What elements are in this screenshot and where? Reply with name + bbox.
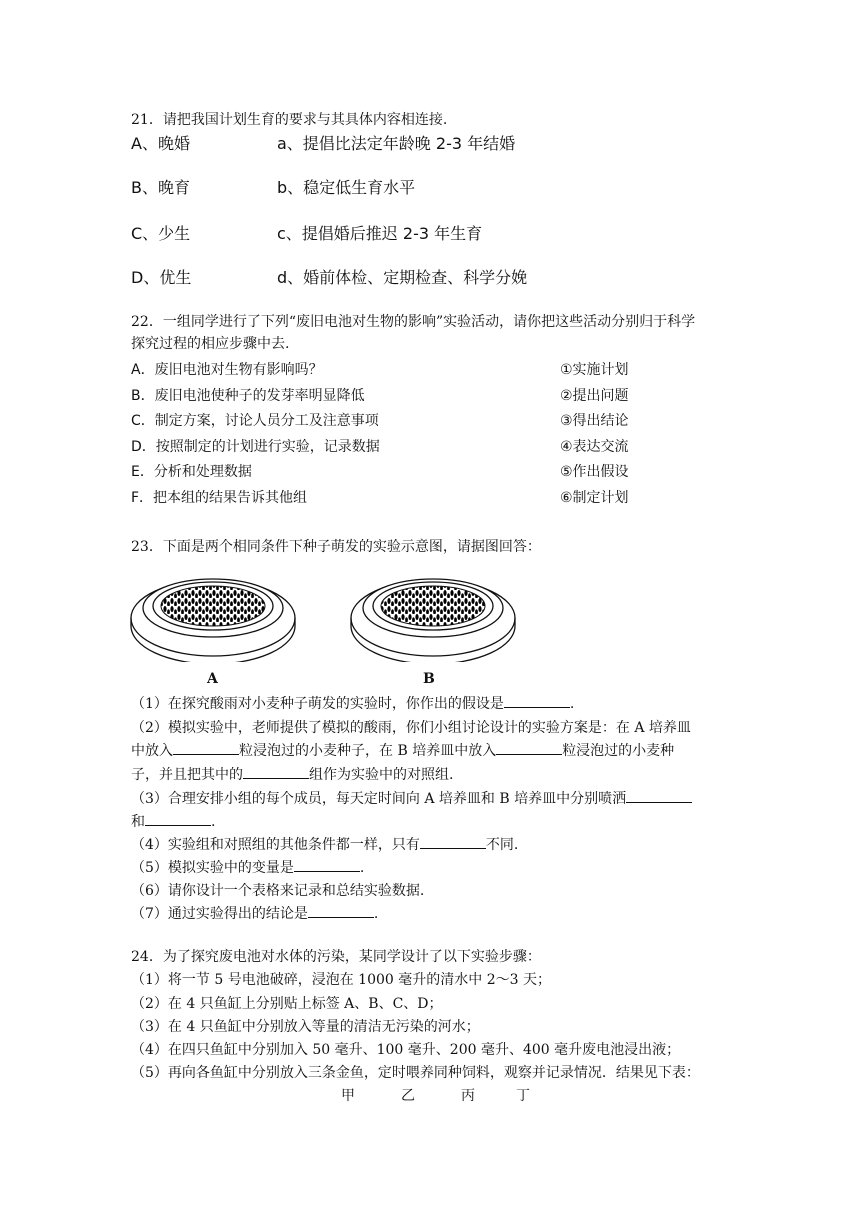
dish-label-a: A (207, 671, 218, 687)
q21-left-a: A、晚婚 (131, 134, 190, 153)
petri-dish-b (351, 579, 515, 662)
q22-step-4: ④表达交流 (560, 439, 629, 455)
q22-step-5: ⑤作出假设 (560, 464, 629, 480)
table-header-cell: 乙 (401, 1088, 415, 1104)
q23-part6: （6）请你设计一个表格来记录和总结实验数据. (131, 883, 425, 899)
q23-part2-line2: 中放入 粒浸泡过的小麦种子，在 B 培养皿中放入 粒浸泡过的小麦种 (131, 743, 675, 759)
answer-blank[interactable] (308, 905, 374, 918)
q21-left-c: C、少生 (131, 224, 191, 243)
q21-right-b: b、稳定低生育水平 (277, 178, 416, 197)
q22-activity-c: C．制定方案，讨论人员分工及注意事项 (131, 413, 379, 429)
q21-right-a: a、提倡比法定年龄晚 2-3 年结婚 (277, 134, 516, 153)
answer-blank[interactable] (243, 766, 309, 779)
q21-left-b: B、晚育 (131, 178, 190, 197)
q23-part7: （7）通过实验得出的结论是 . (131, 906, 379, 922)
answer-blank[interactable] (420, 836, 486, 849)
q22-activity-a: A．废旧电池对生物有影响吗？ (131, 362, 323, 378)
q24-stem: 24．为了探究废电池对水体的污染，某同学设计了以下实验步骤： (131, 949, 541, 965)
q23-part2-line3: 子，并且把其中的 组作为实验中的对照组. (131, 767, 454, 783)
answer-blank[interactable] (145, 813, 211, 826)
q22-stem-line2: 探究过程的相应步骤中去. (131, 336, 290, 352)
q21-stem: 21．请把我国计划生育的要求与其具体内容相连接. (131, 112, 448, 128)
petri-dish-a (131, 579, 295, 662)
table-header-cell: 丁 (516, 1088, 530, 1104)
table-header-cell: 甲 (341, 1088, 355, 1104)
q24-table-header (341, 1085, 530, 1105)
q22-activity-d: D．按照制定的计划进行实验，记录数据 (131, 439, 380, 455)
q22-step-6: ⑥制定计划 (560, 490, 629, 506)
q22-step-1: ①实施计划 (560, 362, 629, 378)
answer-blank[interactable] (173, 742, 239, 755)
q23-part4: （4）实验组和对照组的其他条件都一样，只有 不同. (131, 837, 519, 853)
answer-blank[interactable] (294, 859, 360, 872)
petri-dish-figure (128, 566, 528, 662)
q22-stem-line1: 22．一组同学进行了下列“废旧电池对生物的影响”实验活动，请你把这些活动分别归于科学 (131, 314, 696, 330)
answer-blank[interactable] (496, 742, 562, 755)
q24-step-1: （1）将一节 5 号电池破碎，浸泡在 1000 毫升的清水中 2～3 天； (131, 972, 551, 988)
dish-label-b: B (423, 671, 435, 687)
q22-activity-e: E．分析和处理数据 (131, 464, 252, 480)
q21-right-c: c、提倡婚后推迟 2-3 年生育 (277, 224, 483, 243)
q23-part3-line1: （3）合理安排小组的每个成员，每天定时间向 A 培养皿和 B 培养皿中分别喷洒 (131, 788, 692, 808)
q21-right-d: d、婚前体检、定期检查、科学分娩 (277, 268, 528, 287)
q23-part5: （5）模拟实验中的变量是 . (131, 860, 365, 876)
q22-step-3: ③得出结论 (560, 413, 629, 429)
q21-left-d: D、优生 (131, 268, 192, 287)
q23-stem: 23．下面是两个相同条件下种子萌发的实验示意图，请据图回答： (131, 539, 541, 555)
table-header-cell: 丙 (461, 1088, 475, 1104)
q24-step-5: （5）再向各鱼缸中分别放入三条金鱼，定时喂养同种饲料，观察并记录情况．结果见下表： (131, 1065, 700, 1081)
q24-step-3: （3）在 4 只鱼缸中分别放入等量的清洁无污染的河水； (131, 1019, 480, 1035)
q24-step-2: （2）在 4 只鱼缸上分别贴上标签 A、B、C、D； (131, 996, 443, 1012)
q22-activity-f: F．把本组的结果告诉其他组 (131, 490, 308, 506)
answer-blank[interactable] (626, 790, 692, 803)
q23-part2-line1: （2）模拟实验中，老师提供了模拟的酸雨，你们小组讨论设计的实验方案是：在 A 培养皿 (131, 720, 691, 736)
q22-activity-b: B．废旧电池使种子的发芽率明显降低 (131, 388, 365, 404)
q22-step-2: ②提出问题 (560, 388, 629, 404)
q23-part3-line2: 和 . (131, 814, 216, 830)
q23-part1: （1）在探究酸雨对小麦种子萌发的实验时，你作出的假设是 . (131, 696, 575, 712)
answer-blank[interactable] (504, 695, 570, 708)
q24-step-4: （4）在四只鱼缸中分别加入 50 毫升、100 毫升、200 毫升、400 毫升废电池浸出液； (131, 1042, 681, 1058)
